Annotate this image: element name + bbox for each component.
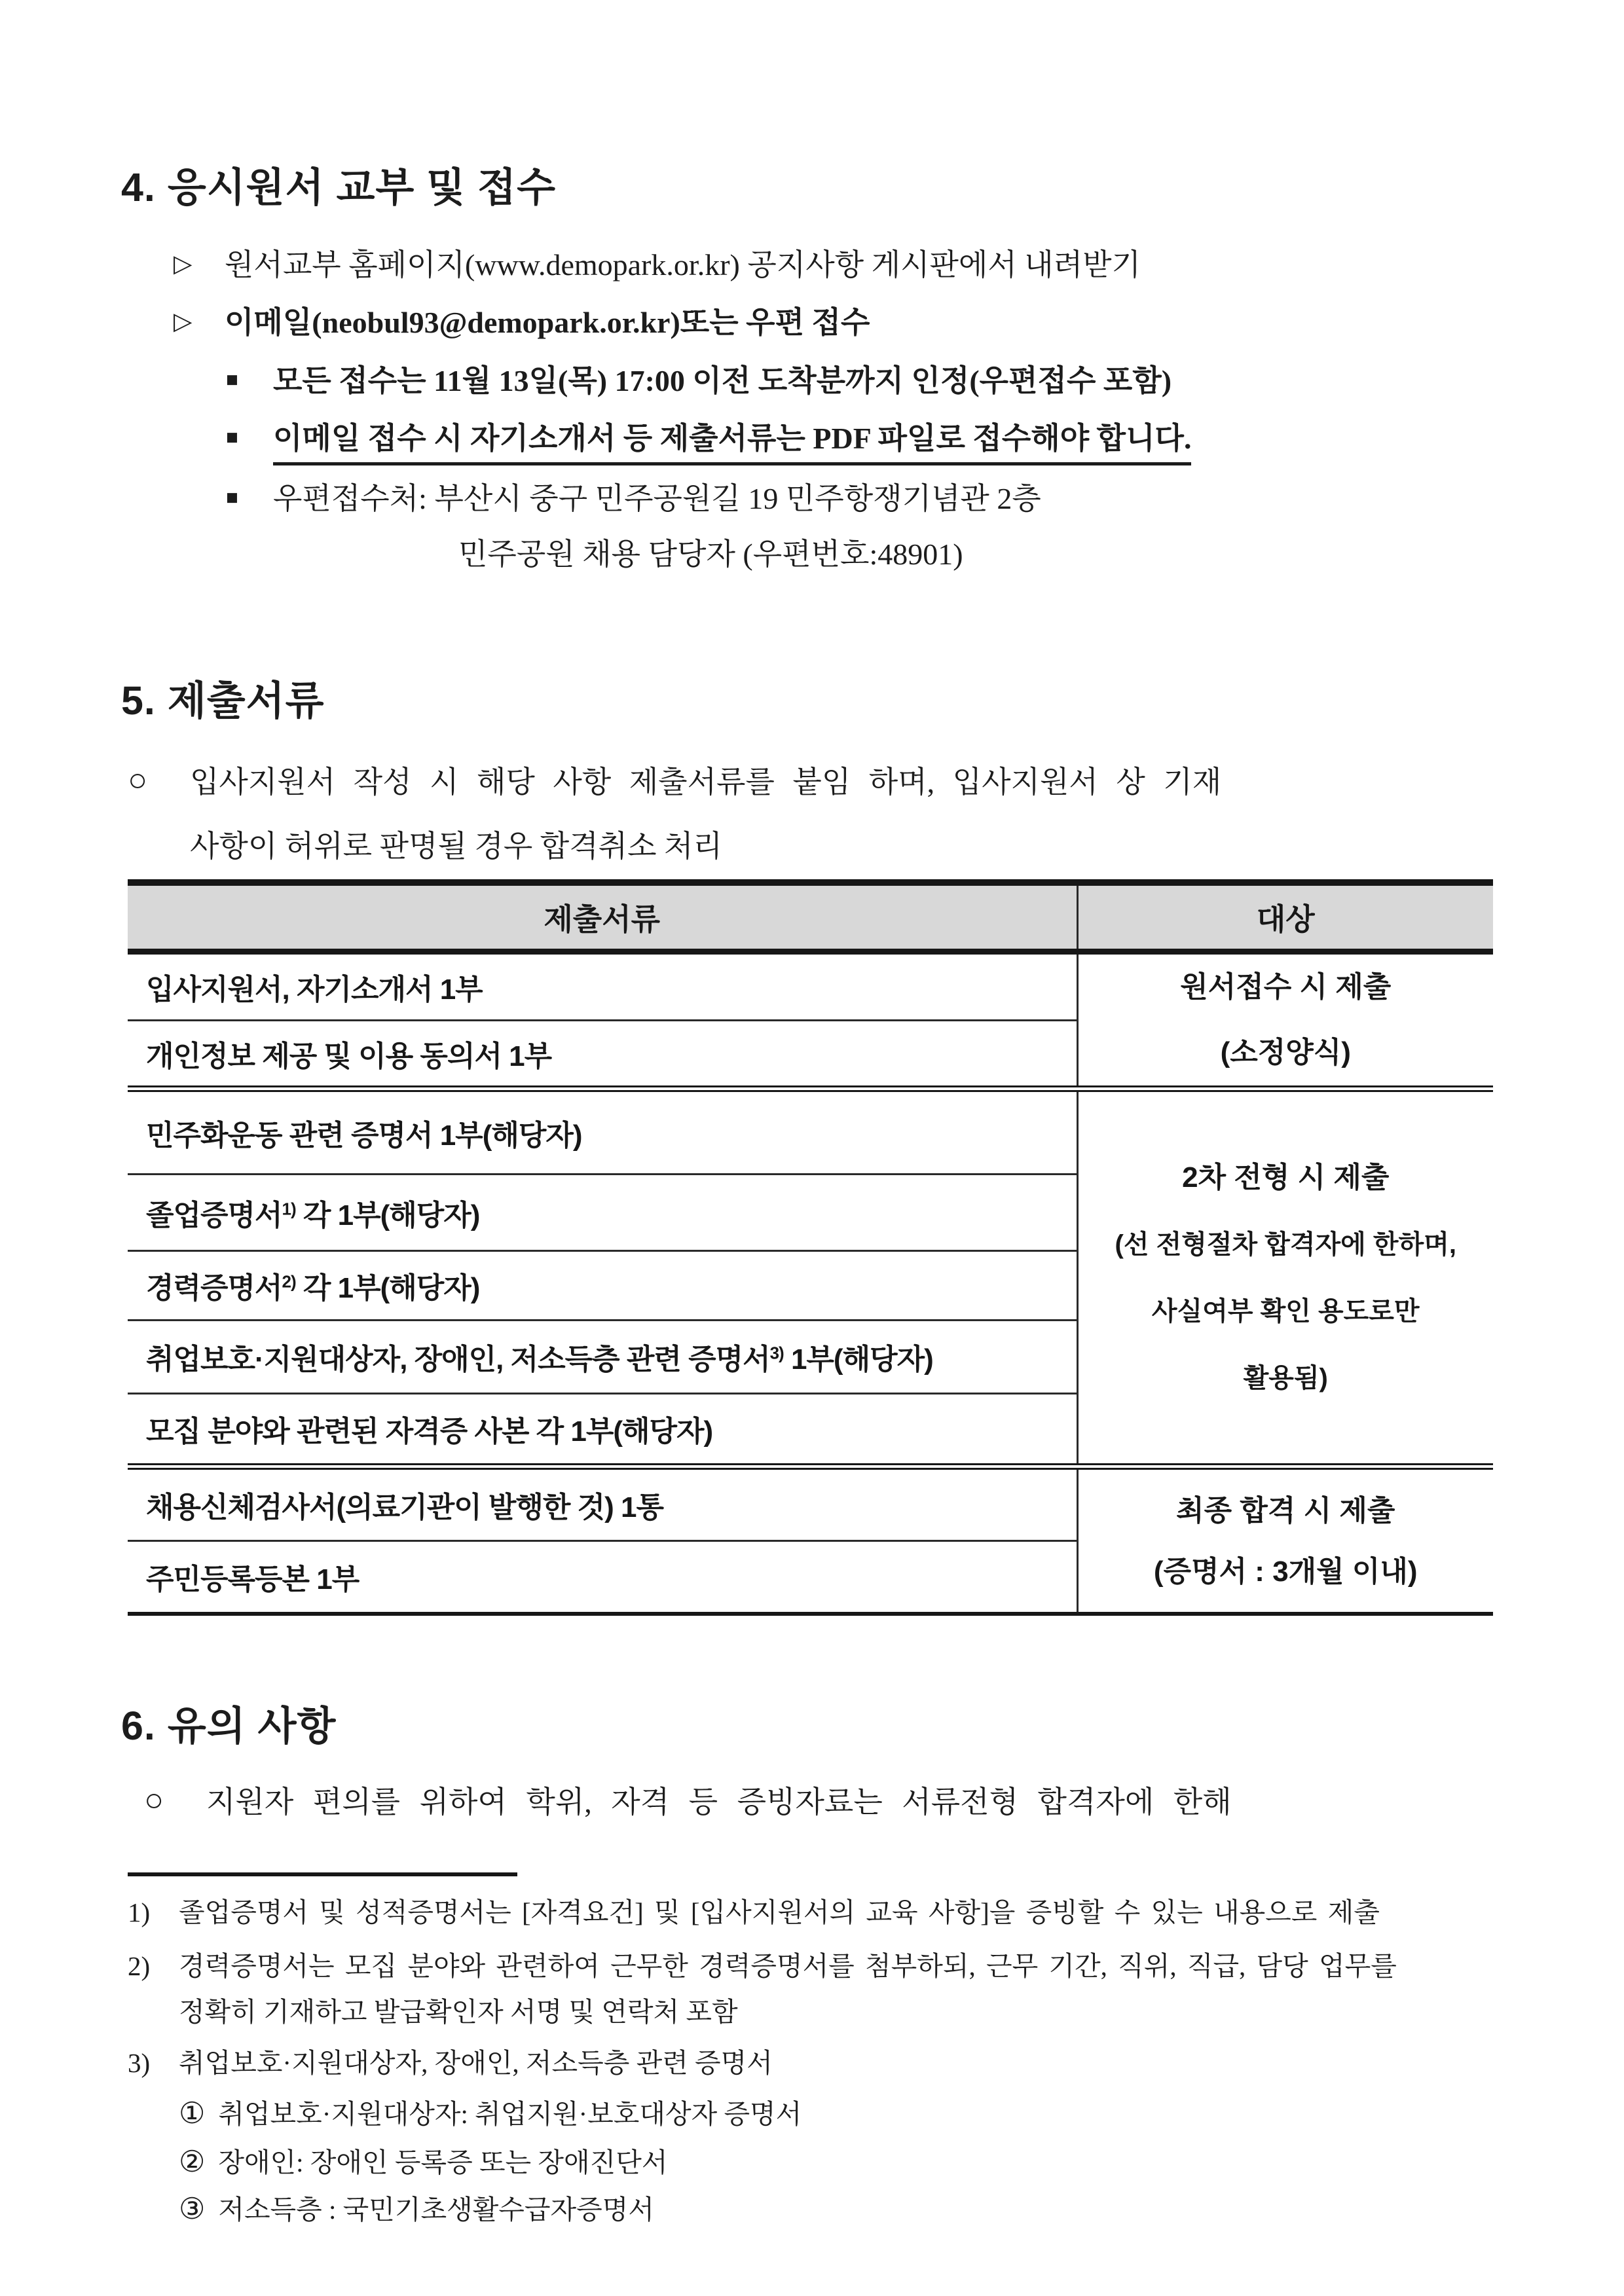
target-line: (증명서 : 3개월 이내) [1153,1555,1418,1588]
footnote-text: 졸업증명서 및 성적증명서는 [자격요건] 및 [입사지원서의 교육 사항]을 증빙할 수 있는 내용으로 제출 [179,1897,1380,1927]
target-line: 최종 합격 시 제출 [1176,1494,1395,1527]
circled-number-icon: ① [179,2097,206,2130]
footnote-text: 취업보호·지원대상자, 장애인, 저소득층 관련 증명서 [179,2048,773,2078]
section4-item [226,414,1191,465]
target-line: (선 전형절차 합격자에 한하며, [1115,1230,1456,1259]
document-cell: 졸업증명서$^{1)}$ 각 1부(해당자) [128,1174,1077,1250]
document-cell: 민주화운동 관련 증명서 1부(해당자) [128,1089,1077,1174]
footnote-number: 2) [128,1951,151,1981]
section6-heading: 6. 유의 사항 [121,1704,337,1748]
target-line: 활용됨) [1243,1363,1328,1393]
footnote-subitem [179,2188,654,2227]
square-bullet-icon: ■ [226,486,238,509]
target-line: 원서접수 시 제출 [1180,970,1392,1003]
item-text: 우편접수처: 부산시 중구 민주공원길 19 민주항쟁기념관 2층 [273,482,1041,515]
footnote-text: 경력증명서는 모집 분야와 관련하여 근무한 경력증명서를 첨부하되, 근무 기간, 직위, 직급, 담당 업무를 [179,1951,1397,1981]
target-line: 사실여부 확인 용도로만 [1151,1296,1420,1326]
footnote-text: 정확히 기재하고 발급확인자 서명 및 연락처 포함 [179,1997,738,2027]
footnote-item [128,2041,773,2080]
item-text: 원서교부 홈페이지(www.demopark.or.kr) 공지사항 게시판에서 내려받기 [225,248,1141,282]
table-row [128,1467,1493,1540]
square-bullet-icon: ■ [226,426,238,448]
footnote-subitem [179,2141,667,2179]
item-text: 모든 접수는 11월 13일(목) 17:00 이전 도착분까지 인정(우편접수 포함) [273,364,1172,397]
footnote-item [128,1891,1380,1929]
square-bullet-icon: ■ [226,368,238,391]
paragraph-text: 사항이 허위로 판명될 경우 합격취소 처리 [190,829,722,863]
submission-table [128,879,1493,1616]
table-header-documents: 제출서류 [128,883,1077,951]
triangle-bullet-icon: ▷ [174,308,193,335]
document-cell: 취업보호·지원대상자, 장애인, 저소득층 관련 증명서$^{3)}$ 1부(해당자) [128,1320,1077,1393]
section5-paragraph-line [190,822,722,866]
subitem-text: 장애인: 장애인 등록증 또는 장애진단서 [218,2147,668,2178]
document-cell: 경력증명서$^{2)}$ 각 1부(해당자) [128,1250,1077,1320]
section5-heading: 5. 제출서류 [121,678,325,723]
footnote-separator [128,1872,517,1876]
document-cell: 주민등록등본 1부 [128,1540,1077,1614]
section4-item-continuation [458,530,963,574]
footnote-item [128,1944,1397,1983]
circle-bullet-icon: ○ [144,1781,164,1818]
document-cell: 입사지원서, 자기소개서 1부 [128,951,1077,1020]
subitem-text: 취업보호·지원대상자: 취업지원·보호대상자 증명서 [218,2099,802,2129]
item-text-underlined: 이메일 접수 시 자기소개서 등 제출서류는 PDF 파일로 접수해야 합니다. [273,414,1191,465]
table-header-target: 대상 [1077,883,1493,951]
target-cell-group2 [1077,1089,1493,1467]
footnote-subitem [179,2092,802,2131]
footnote-number: 1) [128,1897,151,1927]
subitem-text: 저소득층 : 국민기초생활수급자증명서 [218,2195,654,2225]
document-cell: 모집 분야와 관련된 자격증 사본 각 1부(해당자) [128,1393,1077,1467]
table-row [128,1089,1493,1174]
target-cell-group1 [1077,951,1493,1089]
circled-number-icon: ② [179,2145,206,2178]
triangle-bullet-icon: ▷ [174,251,193,278]
section6-paragraph-line [144,1778,1232,1821]
table-row [128,951,1493,1020]
circled-number-icon: ③ [179,2193,206,2225]
item-text: 민주공원 채용 담당자 (우편번호:48901) [458,538,963,571]
footnote-continuation [179,1990,738,2029]
section5-paragraph-line [128,758,1221,801]
section4-item [174,241,1141,284]
section4-heading: 4. 응시원서 교부 및 접수 [121,165,556,210]
item-text: 이메일(neobul93@demopark.or.kr)또는 우편 접수 [225,306,870,339]
paragraph-text: 지원자 편의를 위하여 학위, 자격 등 증빙자료는 서류전형 합격자에 한해 [206,1785,1232,1819]
document-cell: 개인정보 제공 및 이용 동의서 1부 [128,1020,1077,1089]
target-cell-group3 [1077,1467,1493,1614]
section4-item [226,357,1172,400]
document-cell: 채용신체검사서(의료기관이 발행한 것) 1통 [128,1467,1077,1540]
paragraph-text: 입사지원서 작성 시 해당 사항 제출서류를 붙임 하며, 입사지원서 상 기재 [190,765,1222,799]
target-line: (소정양식) [1220,1036,1351,1068]
footnote-number: 3) [128,2048,151,2078]
circle-bullet-icon: ○ [128,761,148,798]
target-line: 2차 전형 시 제출 [1182,1161,1390,1194]
section4-item [226,475,1041,518]
table-header-row [128,883,1493,951]
section4-item [174,299,870,342]
